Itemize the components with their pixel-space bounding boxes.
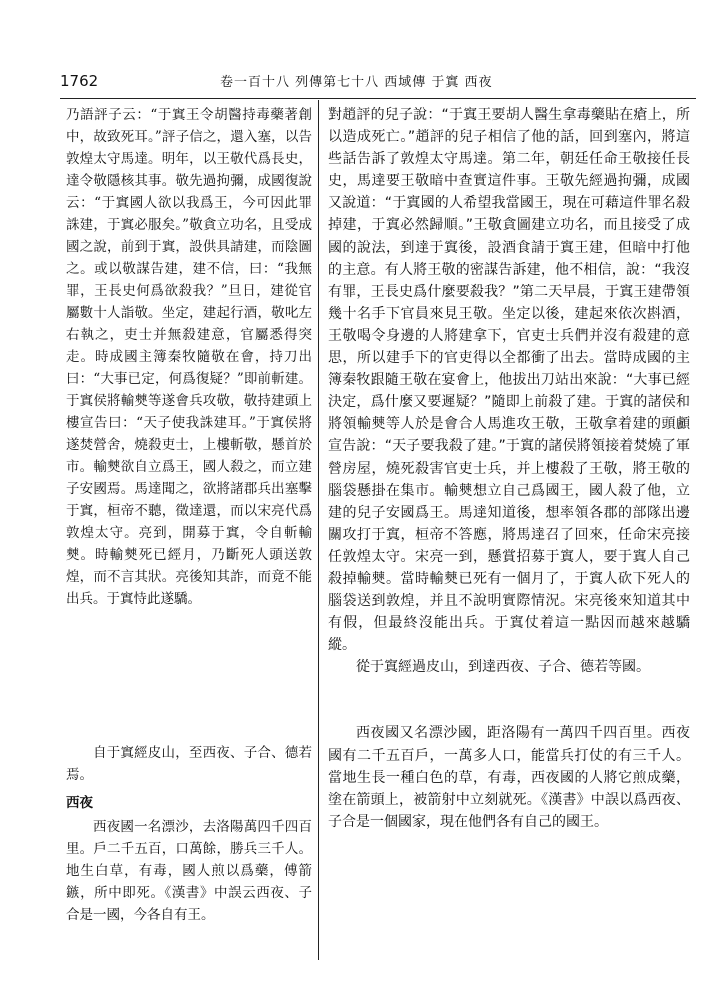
classical-paragraph-2: 自于窴經皮山，至西夜、子合、德若焉。 (66, 745, 312, 783)
classical-paragraph-3: 西夜國一名漂沙，去洛陽萬四千四百里。戶二千五百，口萬餘，勝兵三千人。地生白草，有毒，國人煎以爲藥，傅箭鏃，所中即死。《漢書》中誤云西夜、子合是一國，今各自有王。 (66, 819, 312, 923)
page-header (60, 68, 696, 99)
page-number: 1762 (60, 72, 99, 90)
translation-paragraph-2: 從于窴經過皮山，到達西夜、子合、德若等國。 (356, 659, 650, 676)
running-title: 卷一百十八 列傳第七十八 西域傳 于窴 西夜 (220, 75, 493, 90)
translation-paragraph-1: 對趙評的兒子說：“于窴王要胡人醫生拿毒藥貼在瘡上，所以造成死亡。”趙評的兒子相信了他的話，回到塞內，將這些話告訴了敦煌太守馬達。第二年，朝廷任命王敬接任長史，馬達要王敬暗中查實這件事。王敬先經過拘彌，成國又說道：“于窴國的人希望我當國王，現在可藉這件罪名殺掉建，于窴必然歸順。”王敬貪圖建立功名，而且接受了成國的說法，到達于窴後，設酒食請于窴王建，但暗中打他的主意。有人將王敬的密謀告訴建，他不相信，說：“我沒有罪，王長史爲什麼要殺我？”第二天早晨，于窴王建帶領幾十名手下官員來見王敬。坐定以後，建起來依次斟酒，王敬喝令身邊的人將建拿下，官吏士兵們并沒有殺建的意思，所以建手下的官吏得以全都衝了出去。當時成國的主簿秦牧跟隨王敬在宴會上，他拔出刀站出來說：“大事已經決定，爲什麼又要遲疑？”隨即上前殺了建。于窴的諸侯和將領輸僰等人於是會合人馬進攻王敬，王敬拿着建的頭顱宣告說：“天子要我殺了建。”于窴的諸侯將領接着焚燒了軍營房屋，燒死殺害官吏士兵，并上樓殺了王敬，將王敬的腦袋懸掛在集市。輸僰想立自己爲國王，國人殺了他，立建的兒子安國爲王。馬達知道後，想率領各郡的部隊出邊關攻打于窴，桓帝不答應，將馬達召了回來，任命宋亮接任敦煌太守。宋亮一到，懸賞招募于窴人，要于窴人自己殺掉輸僰。當時輸僰已死有一個月了，于窴人砍下死人的腦袋送到敦煌，并且不說明實際情況。宋亮後來知道其中有假，但最終沒能出兵。于窴仗着這一點因而越來越驕縱。 (328, 107, 690, 654)
translation-column (328, 104, 690, 833)
section-heading: 西夜 (66, 795, 93, 811)
translation-paragraph-3: 西夜國又名漂沙國，距洛陽有一萬四千四百里。西夜國有二千五百戶，一萬多人口，能當兵打仗的有三千人。當地生長一種白色的草，有毒，西夜國的人將它煎成藥，塗在箭頭上，被箭射中立刻就死。《漢書》中誤以爲西夜、子合是一個國家，現在他們各有自己的國王。 (328, 725, 690, 830)
column-divider (318, 100, 319, 960)
classical-text-column (66, 104, 312, 926)
classical-paragraph-1: 乃語評子云：“于窴王令胡醫持毒藥著創中，故致死耳。”評子信之，還入塞，以告敦煌太守馬達。明年，以王敬代爲長史，達令敬隱核其事。敬先過拘彌，成國復說云：“于窴國人欲以我爲王，今可因此罪誅建，于窴必服矣。”敬貪立功名，且受成國之說，前到于窴，設供具請建，而陰圖之。或以敬謀告建，建不信，曰：“我無罪，王長史何爲欲殺我？”旦日，建從官屬數十人詣敬。坐定，建起行酒，敬叱左右執之，吏士并無殺建意，官屬悉得突走。時成國主簿秦牧隨敬在會，持刀出曰：“大事已定，何爲復疑？”即前斬建。于窴侯將輸僰等遂會兵攻敬，敬持建頭上樓宣告曰：“天子使我誅建耳。”于窴侯將遂焚營舍，燒殺吏士，上樓斬敬，懸首於市。輸僰欲自立爲王，國人殺之，而立建子安國焉。馬達聞之，欲將諸郡兵出塞擊于窴，桓帝不聽，徵達還，而以宋亮代爲敦煌太守。亮到，開募于窴，令自斬輸僰。時輸僰死已經月，乃斷死人頭送敦煌，而不言其狀。亮後知其詐，而竟不能出兵。于窴恃此遂驕。 (66, 107, 312, 607)
